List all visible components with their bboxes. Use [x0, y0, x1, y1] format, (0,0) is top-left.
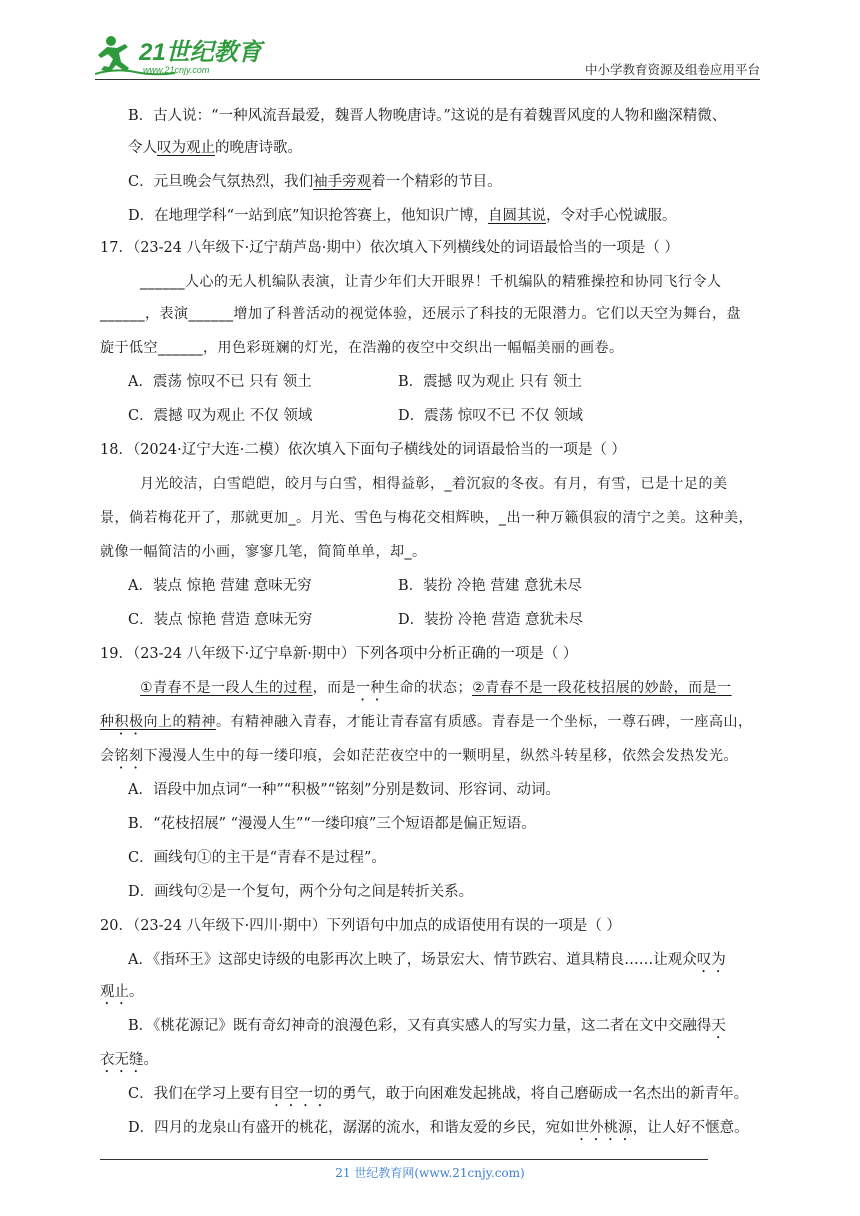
dotted-idiom: 世外桃源	[574, 1120, 633, 1136]
q16-option-c: C．元旦晚会气氛热烈，我们袖手旁观着一个精彩的节目。	[128, 174, 502, 190]
header-divider	[95, 79, 760, 80]
dotted-word: 一种	[356, 680, 386, 696]
q19-passage-line1: ①青春不是一段人生的过程，而是一种生命的状态；②青春不是一段花枝招展的妙龄，而是一	[140, 680, 732, 696]
q17-passage-line1: ______人心的无人机编队表演，让青少年们大开眼界！千机编队的精雅操控和协同飞行令人	[140, 274, 722, 290]
q18-stem: 18．（2024·辽宁大连·二模）依次填入下面句子横线处的词语最恰当的一项是（ ）	[100, 442, 626, 458]
q17-option-d: D．震荡 惊叹不已 不仅 领域	[398, 408, 583, 424]
q17-passage-line2: ______，表演______增加了科普活动的视觉体验，还展示了科技的无限潜力。它们以天空为舞台，盘	[100, 306, 741, 322]
dotted-idiom: 天	[711, 1018, 726, 1034]
underlined-phrase: 袖手旁观	[313, 174, 372, 190]
q18-option-a: A．装点 惊艳 营建 意味无穷	[128, 578, 312, 594]
dotted-idiom: 衣无缝	[100, 1052, 144, 1068]
svg-text:21世纪教育: 21世纪教育	[139, 39, 262, 66]
q20-option-a-line2: 观止。	[100, 984, 144, 1000]
q20-option-b-line2: 衣无缝。	[100, 1052, 158, 1068]
q20-option-c: C．我们在学习上要有目空一切的勇气，敢于向困难发起挑战，将自己磨砺成一名杰出的新青年。	[128, 1086, 749, 1102]
platform-name: 中小学教育资源及组卷应用平台	[584, 62, 760, 77]
q19-passage-line2: 种积极向上的精神。有精神融入青春，才能让青春富有质感。青春是一个坐标，一尊石碑，一座高山，	[100, 714, 753, 730]
q16-option-b-line1: B．古人说：“一种风流吾最爱，魏晋人物晚唐诗。”这说的是有着魏晋风度的人物和幽深精微、	[128, 108, 727, 124]
q17-option-b: B．震撼 叹为观止 只有 领土	[398, 374, 582, 390]
underlined-sentence-1: ①青春不是一段人生的过程	[140, 680, 313, 696]
q18-option-c: C．装点 惊艳 营造 意味无穷	[128, 612, 313, 628]
svg-text:www.21cnjy.com: www.21cnjy.com	[143, 65, 210, 75]
site-logo	[95, 32, 265, 78]
q20-stem: 20．（23-24 八年级下·四川·期中）下列语句中加点的成语使用有误的一项是（ ）	[100, 918, 621, 934]
q19-option-a: A．语段中加点词“一种”“积极”“铭刻”分别是数词、形容词、动词。	[128, 782, 560, 798]
q17-stem: 17．（23-24 八年级下·辽宁葫芦岛·期中）依次填入下列横线处的词语最恰当的一项是（ ）	[100, 240, 679, 256]
underlined-sentence-2: ②青春不是一段花枝招展的妙龄，而是一	[472, 680, 732, 696]
q19-option-d: D．画线句②是一个复句，两个分句之间是转折关系。	[128, 884, 474, 900]
q16-option-d: D．在地理学科“一站到底”知识抢答赛上，他知识广博，自圆其说，令对手心悦诚服。	[128, 208, 677, 224]
underlined-phrase: 叹为观止	[157, 140, 215, 156]
q18-passage-line3: 就像一幅简洁的小画，寥寥几笔，简简单单，却_。	[100, 544, 427, 560]
q17-option-c: C．震撼 叹为观止 不仅 领域	[128, 408, 313, 424]
q20-option-a-line1: A．《指环王》这部史诗级的电影再次上映了，场景宏大、情节跌宕、道具精良……让观众叹为	[128, 952, 726, 968]
dotted-idiom: 观止	[100, 984, 129, 1000]
dotted-word: 铭刻	[114, 748, 144, 764]
q20-option-d: D．四月的龙泉山有盛开的桃花，潺潺的流水，和谐友爱的乡民，宛如世外桃源，让人好不惬意。	[128, 1120, 749, 1136]
q18-option-d: D．装扮 冷艳 营造 意犹未尽	[398, 612, 583, 628]
q17-option-a: A．震荡 惊叹不已 只有 领土	[128, 374, 312, 390]
q20-option-b-line1: B．《桃花源记》既有奇幻神奇的浪漫色彩，又有真实感人的写实力量，这二者在文中交融得天	[128, 1018, 726, 1034]
q17-passage-line3: 旋于低空______，用色彩斑斓的灯光，在浩瀚的夜空中交织出一幅幅美丽的画卷。	[100, 340, 624, 356]
q19-option-c: C．画线句①的主干是“青春不是过程”。	[128, 850, 386, 866]
dotted-idiom: 叹为	[696, 952, 726, 968]
q18-option-b: B．装扮 冷艳 营建 意犹未尽	[398, 578, 582, 594]
q18-passage-line2: 景，倘若梅花开了，那就更加_。月光、雪色与梅花交相辉映，_出一种万籁俱寂的清宁之美。这种美，	[100, 510, 753, 526]
dotted-word: 积极	[114, 714, 144, 730]
q19-option-b: B．“花枝招展” “漫漫人生”“一缕印痕”三个短语都是偏正短语。	[128, 816, 536, 832]
underlined-phrase: 自圆其说	[487, 208, 546, 224]
q19-passage-line3: 会铭刻下漫漫人生中的每一缕印痕，会如茫茫夜空中的一颗明星，纵然斗转星移，依然会发热发光。	[100, 748, 738, 764]
footer-divider	[100, 1159, 708, 1160]
page-header	[95, 32, 760, 80]
q18-passage-line1: 月光皎洁，白雪皑皑，皎月与白雪，相得益彰，_着沉寂的冬夜。有月，有雪，已是十足的美	[140, 476, 728, 492]
q19-stem: 19．（23-24 八年级下·辽宁阜新·期中）下列各项中分析正确的一项是（ ）	[100, 646, 578, 662]
dotted-idiom: 目空一切	[269, 1086, 328, 1102]
footer-link[interactable]: 21 世纪教育网(www.21cnjy.com)	[335, 1166, 525, 1180]
q16-option-b-line2: 令人叹为观止的晚唐诗歌。	[128, 140, 302, 156]
